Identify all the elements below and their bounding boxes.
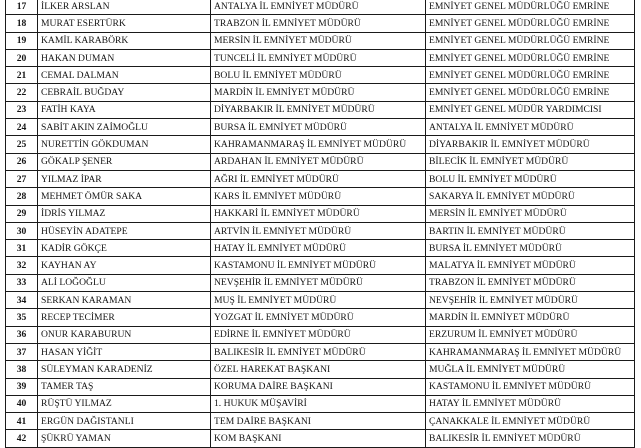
person-name: ONUR KARABURUN [38,326,211,343]
row-number: 23 [6,101,38,118]
current-position: AĞRI İL EMNİYET MÜDÜRÜ [211,170,426,187]
current-position: 1. HUKUK MÜŞAVİRİ [211,395,426,412]
person-name: CEBRAİL BUĞDAY [38,84,211,101]
row-number: 38 [6,361,38,378]
table-row [6,101,635,118]
current-position: MUŞ İL EMNİYET MÜDÜRÜ [211,292,426,309]
person-name: ALİ LOĞOĞLU [38,274,211,291]
table-body [6,0,635,447]
row-number: 26 [6,153,38,170]
current-position: HAKKARİ İL EMNİYET MÜDÜRÜ [211,205,426,222]
new-position: DİYARBAKIR İL EMNİYET MÜDÜRÜ [426,136,635,153]
row-number: 29 [6,205,38,222]
current-position: BOLU İL EMNİYET MÜDÜRÜ [211,67,426,84]
new-position: EMNİYET GENEL MÜDÜRLÜĞÜ EMRİNE [426,32,635,49]
table-row [6,309,635,326]
new-position: NEVŞEHİR İL EMNİYET MÜDÜRÜ [426,292,635,309]
table-row [6,119,635,136]
new-position: TRABZON İL EMNİYET MÜDÜRÜ [426,274,635,291]
current-position: DİYARBAKIR İL EMNİYET MÜDÜRÜ [211,101,426,118]
table-row [6,343,635,360]
person-name: KADİR GÖKÇE [38,240,211,257]
person-name: RECEP TECİMER [38,309,211,326]
table-row [6,240,635,257]
current-position: BALIKESİR İL EMNİYET MÜDÜRÜ [211,343,426,360]
row-number: 27 [6,170,38,187]
new-position: ÇANAKKALE İL EMNİYET MÜDÜRÜ [426,413,635,430]
person-name: HAKAN DUMAN [38,49,211,66]
row-number: 34 [6,292,38,309]
person-name: HASAN YİĞİT [38,343,211,360]
row-number: 40 [6,395,38,412]
current-position: KAHRAMANMARAŞ İL EMNİYET MÜDÜRÜ [211,136,426,153]
current-position: EDİRNE İL EMNİYET MÜDÜRÜ [211,326,426,343]
person-name: SERKAN KARAMAN [38,292,211,309]
current-position: ARTVİN İL EMNİYET MÜDÜRÜ [211,222,426,239]
person-name: YILMAZ İPAR [38,170,211,187]
table-row [6,84,635,101]
person-name: İDRİS YILMAZ [38,205,211,222]
row-number: 20 [6,49,38,66]
row-number: 19 [6,32,38,49]
row-number: 33 [6,274,38,291]
table-row [6,15,635,32]
current-position: NEVŞEHİR İL EMNİYET MÜDÜRÜ [211,274,426,291]
new-position: KAHRAMANMARAŞ İL EMNİYET MÜDÜRÜ [426,343,635,360]
new-position: EMNİYET GENEL MÜDÜRLÜĞÜ EMRİNE [426,0,635,15]
new-position: SAKARYA İL EMNİYET MÜDÜRÜ [426,188,635,205]
new-position: EMNİYET GENEL MÜDÜR YARDIMCISI [426,101,635,118]
person-name: RÜŞTÜ YILMAZ [38,395,211,412]
person-name: SABİT AKIN ZAİMOĞLU [38,119,211,136]
person-name: FATİH KAYA [38,101,211,118]
current-position: ARDAHAN İL EMNİYET MÜDÜRÜ [211,153,426,170]
table-row [6,257,635,274]
table-row [6,170,635,187]
current-position: MARDİN İL EMNİYET MÜDÜRÜ [211,84,426,101]
table-row [6,413,635,430]
row-number: 39 [6,378,38,395]
person-name: GÖKALP ŞENER [38,153,211,170]
new-position: BOLU İL EMNİYET MÜDÜRÜ [426,170,635,187]
new-position: BİLECİK İL EMNİYET MÜDÜRÜ [426,153,635,170]
row-number: 28 [6,188,38,205]
new-position: MUĞLA İL EMNİYET MÜDÜRÜ [426,361,635,378]
table-row [6,378,635,395]
row-number: 30 [6,222,38,239]
table-row [6,136,635,153]
current-position: ÖZEL HAREKAT BAŞKANI [211,361,426,378]
person-name: MURAT ESERTÜRK [38,15,211,32]
row-number: 21 [6,67,38,84]
table-row [6,153,635,170]
current-position: TUNCELİ İL EMNİYET MÜDÜRÜ [211,49,426,66]
current-position: YOZGAT İL EMNİYET MÜDÜRÜ [211,309,426,326]
new-position: EMNİYET GENEL MÜDÜRLÜĞÜ EMRİNE [426,15,635,32]
table-row [6,67,635,84]
current-position: MERSİN İL EMNİYET MÜDÜRÜ [211,32,426,49]
table-row [6,326,635,343]
table-row [6,274,635,291]
table-row [6,222,635,239]
person-name: MEHMET ÖMÜR SAKA [38,188,211,205]
person-name: KAMİL KARABÖRK [38,32,211,49]
row-number: 41 [6,413,38,430]
person-name: CEMAL DALMAN [38,67,211,84]
row-number: 24 [6,119,38,136]
person-name: ŞÜKRÜ YAMAN [38,430,211,447]
row-number: 31 [6,240,38,257]
new-position: KASTAMONU İL EMNİYET MÜDÜRÜ [426,378,635,395]
row-number: 17 [6,0,38,15]
row-number: 32 [6,257,38,274]
person-name: HÜSEYİN ADATEPE [38,222,211,239]
new-position: MARDİN İL EMNİYET MÜDÜRÜ [426,309,635,326]
table-row [6,49,635,66]
table-row [6,0,635,15]
table-row [6,205,635,222]
person-name: NURETTİN GÖKDUMAN [38,136,211,153]
table-row [6,430,635,447]
table-row [6,188,635,205]
row-number: 37 [6,343,38,360]
new-position: EMNİYET GENEL MÜDÜRLÜĞÜ EMRİNE [426,49,635,66]
current-position: HATAY İL EMNİYET MÜDÜRÜ [211,240,426,257]
new-position: EMNİYET GENEL MÜDÜRLÜĞÜ EMRİNE [426,84,635,101]
current-position: KOM BAŞKANI [211,430,426,447]
current-position: BURSA İL EMNİYET MÜDÜRÜ [211,119,426,136]
row-number: 35 [6,309,38,326]
appointments-table [5,0,635,448]
new-position: BALIKESİR İL EMNİYET MÜDÜRÜ [426,430,635,447]
current-position: TRABZON İL EMNİYET MÜDÜRÜ [211,15,426,32]
row-number: 42 [6,430,38,447]
new-position: ERZURUM İL EMNİYET MÜDÜRÜ [426,326,635,343]
current-position: KASTAMONU İL EMNİYET MÜDÜRÜ [211,257,426,274]
new-position: MALATYA İL EMNİYET MÜDÜRÜ [426,257,635,274]
current-position: TEM DAİRE BAŞKANI [211,413,426,430]
row-number: 22 [6,84,38,101]
table-row [6,395,635,412]
table-row [6,361,635,378]
new-position: BURSA İL EMNİYET MÜDÜRÜ [426,240,635,257]
row-number: 25 [6,136,38,153]
row-number: 36 [6,326,38,343]
person-name: ERGÜN DAĞISTANLI [38,413,211,430]
current-position: KORUMA DAİRE BAŞKANI [211,378,426,395]
new-position: EMNİYET GENEL MÜDÜRLÜĞÜ EMRİNE [426,67,635,84]
person-name: TAMER TAŞ [38,378,211,395]
new-position: MERSİN İL EMNİYET MÜDÜRÜ [426,205,635,222]
current-position: ANTALYA İL EMNİYET MÜDÜRÜ [211,0,426,15]
current-position: KARS İL EMNİYET MÜDÜRÜ [211,188,426,205]
person-name: KAYHAN AY [38,257,211,274]
new-position: ANTALYA İL EMNİYET MÜDÜRÜ [426,119,635,136]
table-row [6,32,635,49]
table-row [6,292,635,309]
new-position: BARTIN İL EMNİYET MÜDÜRÜ [426,222,635,239]
person-name: SÜLEYMAN KARADENİZ [38,361,211,378]
new-position: HATAY İL EMNİYET MÜDÜRÜ [426,395,635,412]
person-name: İLKER ARSLAN [38,0,211,15]
row-number: 18 [6,15,38,32]
